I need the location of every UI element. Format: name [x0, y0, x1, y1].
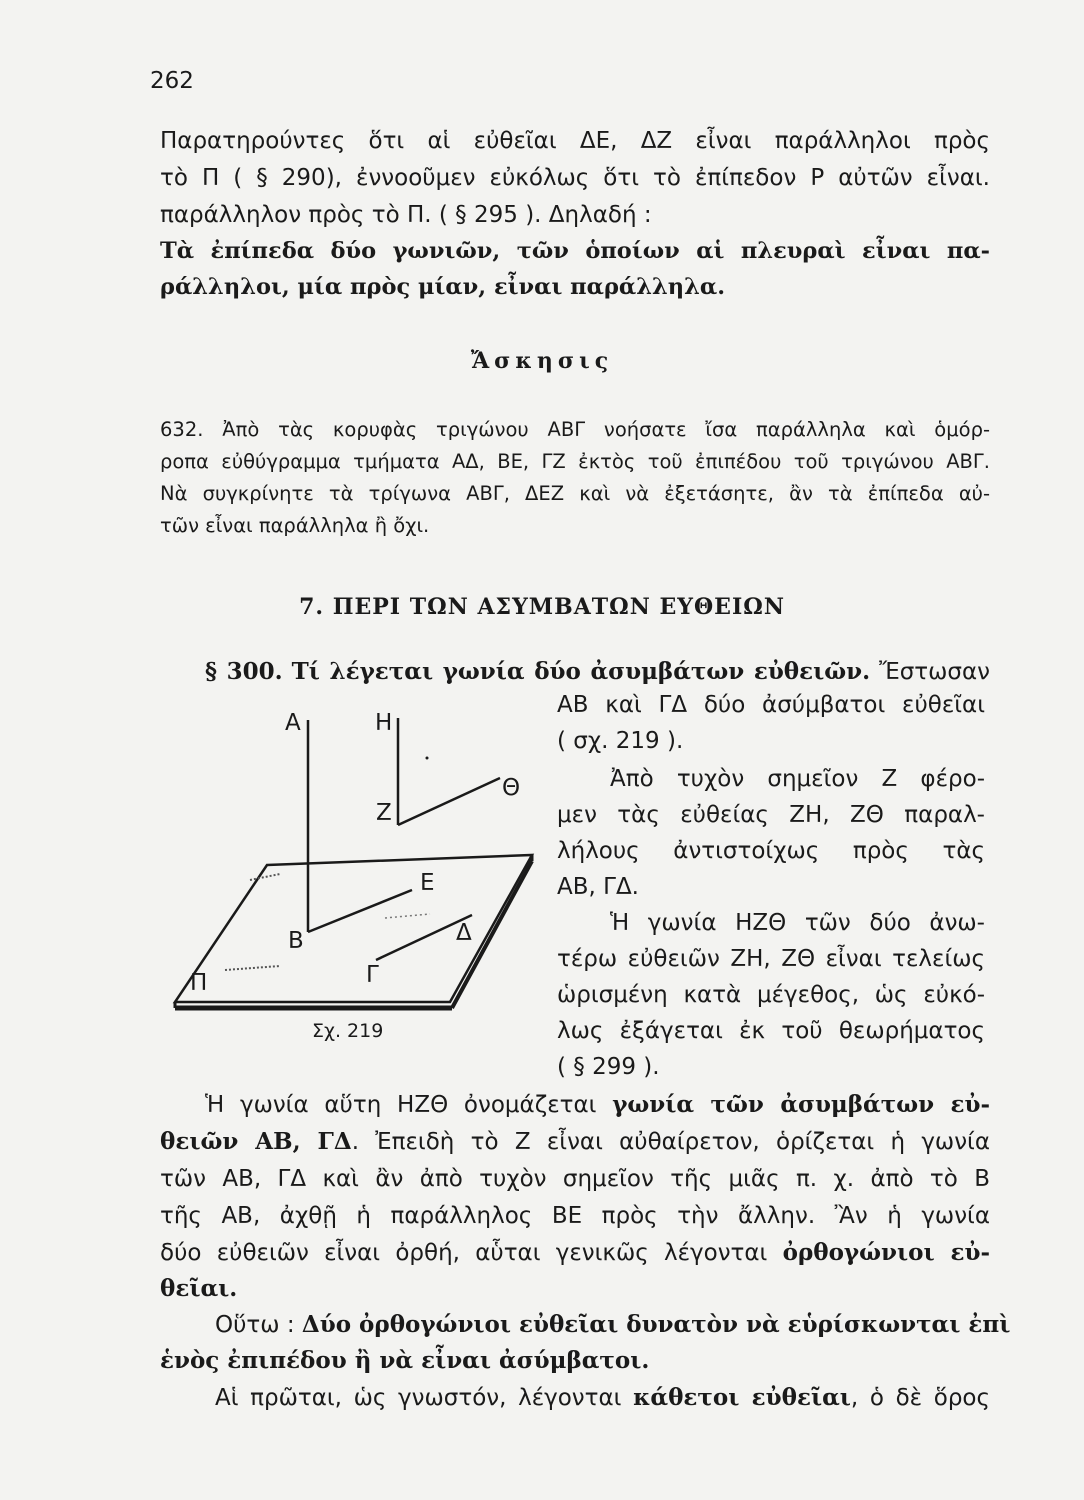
after-line-4: τῆς ΑΒ, ἀχθῇ ἡ παράλληλος ΒΕ πρὸς τὴν ἄλλην. Ἂν ἡ γωνία: [160, 1203, 990, 1229]
after-2a: θειῶν ΑΒ, ΓΔ: [160, 1128, 352, 1155]
after-5b: ὀρθογώνιοι εὐ-: [782, 1239, 991, 1266]
after-5a: δύο εὐθειῶν εἶναι ὀρθή, αὗται γενικῶς λέγονται: [160, 1240, 768, 1266]
theorem-line-1: Τὰ ἐπίπεδα δύο γωνιῶν, τῶν ὁποίων αἱ πλευραὶ εἶναι πα-: [160, 238, 990, 264]
intro-line-2: τὸ Π ( § 290), ἐννοοῦμεν εὐκόλως ὅτι τὸ ἐπίπεδον Ρ αὐτῶν εἶναι.: [160, 165, 990, 191]
plane-outline: [175, 855, 532, 1002]
theorem-line-2: ράλληλοι, μία πρὸς μίαν, εἶναι παράλληλα.: [160, 274, 726, 300]
exercise-heading: Ἄσκησις: [470, 348, 614, 374]
exercise-line-4: τῶν εἶναι παράλληλα ἢ ὄχι.: [160, 514, 430, 537]
label-Theta: Θ: [502, 775, 521, 801]
label-Pi: Π: [190, 970, 208, 996]
par300-title: Τί λέγεται γωνία δύο ἀσυμβάτων εὐθειῶν.: [291, 658, 871, 685]
rcol-line-3: Ἀπὸ τυχὸν σημεῖον Ζ φέρο-: [610, 766, 985, 792]
label-H: Η: [375, 710, 393, 736]
exercise-line-3: Νὰ συγκρίνητε τὰ τρίγωνα ΑΒΓ, ΔΕΖ καὶ νὰ ἐξετάσητε, ἂν τὰ ἐπίπεδα αὐ-: [160, 482, 990, 505]
after-line-2: [160, 1127, 990, 1157]
figure-219: [170, 700, 550, 1060]
after-line-5: [160, 1238, 990, 1268]
after-line-8: ἑνὸς ἐπιπέδου ἢ νὰ εἶναι ἀσύμβατοι.: [160, 1347, 650, 1374]
after-line-6: θεῖαι.: [160, 1275, 238, 1302]
dot-mark: [426, 757, 429, 760]
label-Gamma: Γ: [366, 962, 379, 988]
figure-caption: Σχ. 219: [312, 1020, 384, 1042]
after-9a: Αἱ πρῶται, ὡς γνωστόν, λέγονται: [215, 1385, 622, 1411]
rcol-line-5: λήλους ἀντιστοίχως πρὸς τὰς: [557, 838, 985, 864]
exercise-line-2: ροπα εὐθύγραμμα τμήματα ΑΔ, ΒΕ, ΓΖ ἐκτὸς τοῦ ἐπιπέδου τοῦ τριγώνου ΑΒΓ.: [160, 450, 990, 473]
label-Delta: Δ: [456, 920, 472, 946]
label-Z: Ζ: [376, 800, 392, 826]
label-B: Β: [288, 928, 304, 954]
rcol-line-2: ( σχ. 219 ).: [557, 728, 684, 754]
figure-219-drawing: [170, 700, 550, 1020]
line-ZTheta: [398, 778, 500, 825]
shading-3: [385, 914, 430, 918]
after-line-3: τῶν ΑΒ, ΓΔ καὶ ἂν ἀπὸ τυχὸν σημεῖον τῆς μιᾶς π. χ. ἀπὸ τὸ Β: [160, 1166, 990, 1192]
intro-line-3: παράλληλον πρὸς τὸ Π. ( § 295 ). Δηλαδή :: [160, 202, 652, 228]
page-number: 262: [150, 68, 194, 94]
par300-number: § 300.: [205, 658, 283, 685]
par300-start: Ἔστωσαν: [879, 659, 990, 685]
after-1a: Ἡ γωνία αὕτη ΗΖΘ ὀνομάζεται: [205, 1092, 597, 1118]
label-A: Α: [285, 710, 301, 736]
after-line-7: [215, 1310, 1011, 1340]
rcol-line-10: λως ἐξάγεται ἐκ τοῦ θεωρήματος: [557, 1018, 985, 1044]
after-2b: . Ἐπειδὴ τὸ Ζ εἶναι αὐθαίρετον, ὁρίζεται ἡ γωνία: [351, 1129, 990, 1155]
rcol-line-7: Ἡ γωνία ΗΖΘ τῶν δύο ἀνω-: [610, 910, 985, 936]
after-line-9: [215, 1383, 990, 1413]
rcol-line-4: μεν τὰς εὐθείας ΖΗ, ΖΘ παραλ-: [557, 802, 985, 828]
line-BE: [308, 890, 412, 932]
after-9c: , ὁ δὲ ὅρος: [850, 1385, 991, 1411]
rcol-line-9: ὡρισμένη κατὰ μέγεθος, ὡς εὐκό-: [557, 982, 985, 1008]
after-line-1: [205, 1090, 990, 1120]
par300-first-line: [205, 657, 990, 687]
after-7b: Δύο ὀρθογώνιοι εὐθεῖαι δυνατὸν νὰ εὑρίσκωνται ἐπὶ: [301, 1311, 1011, 1338]
exercise-line-1: 632. Ἀπὸ τὰς κορυφὰς τριγώνου ΑΒΓ νοήσατε ἴσα παράλληλα καὶ ὁμόρ-: [160, 418, 990, 441]
shading-1: [250, 874, 280, 880]
rcol-line-6: ΑΒ, ΓΔ.: [557, 874, 639, 900]
intro-line-1: Παρατηρούντες ὅτι αἱ εὐθεῖαι ΔΕ, ΔΖ εἶναι παράλληλοι πρὸς: [160, 128, 990, 154]
after-1b: γωνία τῶν ἀσυμβάτων εὐ-: [612, 1091, 991, 1118]
rcol-line-11: ( § 299 ).: [557, 1054, 660, 1080]
shading-2: [225, 966, 280, 970]
after-7a: Οὕτω :: [215, 1312, 295, 1338]
section-title: 7. ΠΕΡΙ ΤΩΝ ΑΣΥΜΒΑΤΩΝ ΕΥΘΕΙΩΝ: [299, 594, 785, 620]
label-E: Ε: [420, 870, 435, 896]
rcol-line-8: τέρω εὐθειῶν ΖΗ, ΖΘ εἶναι τελείως: [557, 946, 985, 972]
after-9b: κάθετοι εὐθεῖαι: [633, 1384, 851, 1411]
rcol-line-1: ΑΒ καὶ ΓΔ δύο ἀσύμβατοι εὐθεῖαι: [557, 692, 985, 718]
